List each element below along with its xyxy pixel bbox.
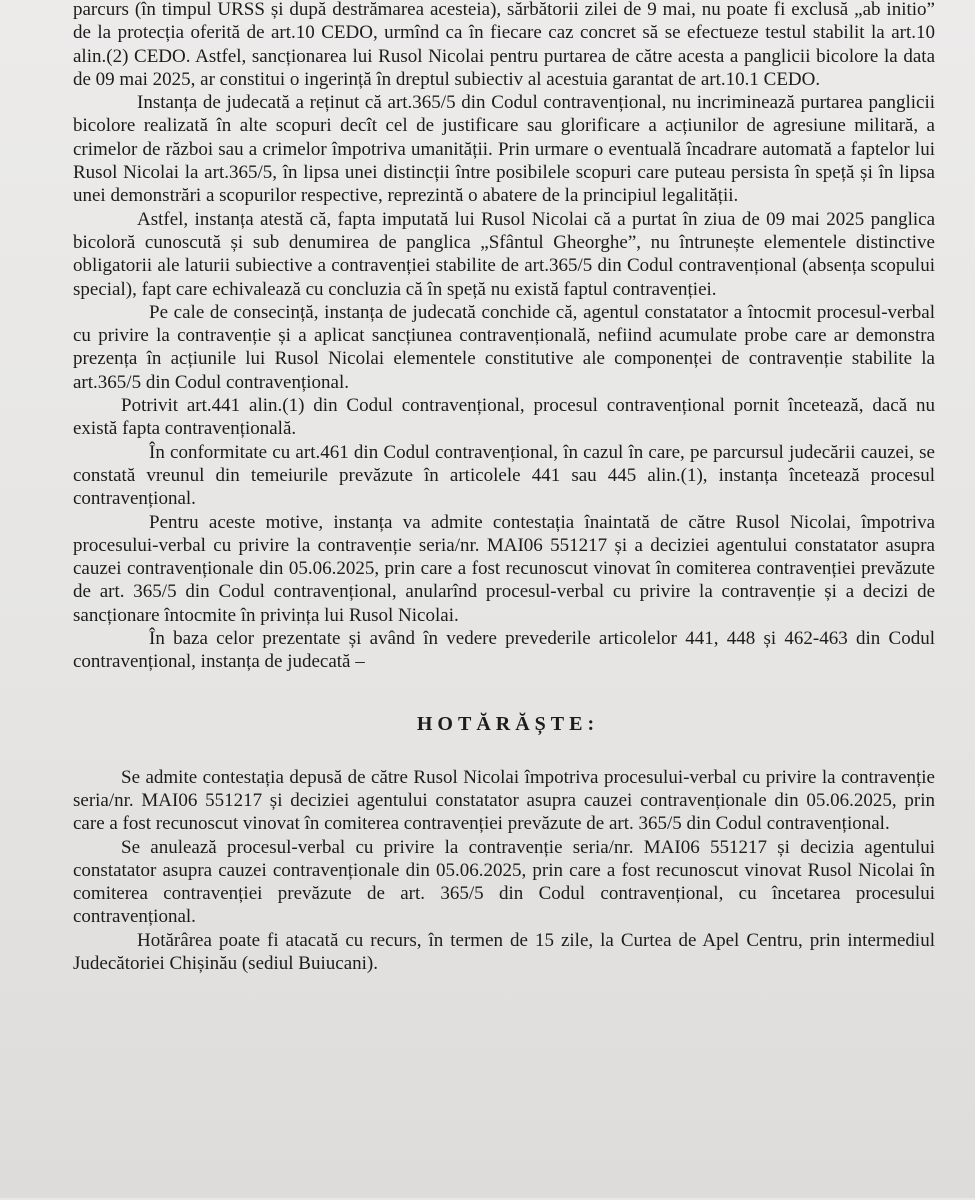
paragraph-subjective-side: Astfel, instanța atestă că, fapta imputată lui Rusol Nicolai că a purtat în ziua de 09 mai 2025 panglica bicoloră cunoscută și sub denumirea de panglica „Sfântul Gheorghe”, nu întrunește elementele distinctive obligatorii ale laturii subiective a contravenției stabilite de art.365/5 din Codul contravențional (absența scopului special), fapt care echivalează cu concluzia că în speță nu există faptul contravenției. [73, 208, 935, 300]
paragraph-appeal: Hotărârea poate fi atacată cu recurs, în termen de 15 zile, la Curtea de Apel Centru, prin intermediul Judecătoriei Chișinău (sediul Buiucani). [73, 929, 935, 974]
paragraph-consequence: Pe cale de consecință, instanța de judecată conchide că, agentul constatator a întocmit procesul-verbal cu privire la contravenție și a aplicat sancțiunea contravențională, nefiind acumulate probe care ar demonstra prezența în acțiunile lui Rusol Nicolai elementele constitutive ale componenței de contravenție stabilite la art.365/5 din Codul contravențional. [73, 301, 935, 393]
paragraph-basis: În baza celor prezentate și având în vedere prevederile articolelor 441, 448 și 462-463 din Codul contravențional, instanța de judecată – [73, 628, 935, 673]
paragraph-reasons: Pentru aceste motive, instanța va admite contestația înaintată de către Rusol Nicolai, împotriva procesului-verbal cu privire la contravenție seria/nr. MAI06 551217 și a deciziei agentului constatator asupra cauzei contravenționale din 05.06.2025, prin care a fost recunoscut vinovat în comiterea contravenției prevăzute de art. 365/5 din Codul contravențional, anularînd procesul-verbal cu privire la contravenție și a decizi de sancționare întocmite în privința lui Rusol Nicolai. [73, 511, 935, 626]
paragraph-art-461: În conformitate cu art.461 din Codul contravențional, în cazul în care, pe parcursul judecării cauzei, se constată vreunul din temeiurile prevăzute în articolele 441 sau 445 alin.(1), instanța încetează procesul contravențional. [73, 441, 935, 510]
paragraph-admit-contestation: Se admite contestația depusă de către Rusol Nicolai împotriva procesului-verbal cu privire la contravenție seria/nr. MAI06 551217 și deciziei agentului constatator asupra cauzei contravenționale din 05.06.2025, prin care a fost recunoscut vinovat în comiterea contravenției prevăzute de art. 365/5 din Codul contravențional. [73, 766, 935, 835]
paragraph-cedo-protection: parcurs (în timpul URSS și după destrămarea acesteia), sărbătorii zilei de 9 mai, nu poate fi exclusă „ab initio” de la protecția oferită de art.10 CEDO, urmînd ca în fiecare caz concret să se efectueze testul stabilit la art.10 alin.(2) CEDO. Astfel, sancționarea lui Rusol Nicolai pentru purtarea de către acesta a panglicii bicolore la data de 09 mai 2025, ar constitui o ingerință în dreptul subiectiv al acestuia garantat de art.10.1 CEDO. [73, 0, 935, 90]
paragraph-annul-report: Se anulează procesul-verbal cu privire la contravenție seria/nr. MAI06 551217 și decizia agentului constatator asupra cauzei contravenționale din 05.06.2025, prin care a fost recunoscut vinovat Rusol Nicolai în comiterea contravenției prevăzute de art. 365/5 din Codul contravențional, cu încetarea procesului contravențional. [73, 836, 935, 928]
ruling-heading: HOTĂRĂȘTE: [416, 712, 600, 735]
paragraph-art-441: Potrivit art.441 alin.(1) din Codul contravențional, procesul contravențional pornit încetează, dacă nu există fapta contravențională. [73, 395, 935, 440]
paragraph-legality-principle: Instanța de judecată a reținut că art.365/5 din Codul contravențional, nu incriminează purtarea panglicii bicolore realizată în alte scopuri decît cel de justificare sau glorificare a acțiunilor de agresiune militară, a crimelor de război sau a crimelor împotriva umanității. Prin urmare o eventuală încadrare automată a faptelor lui Rusol Nicolai la art.365/5, în lipsa unei distincții între posibilele scopuri care puteau persista în speță și în lipsa unei demonstrări a scopurilor respective, reprezintă o abatere de la principiul legalității. [73, 92, 935, 207]
